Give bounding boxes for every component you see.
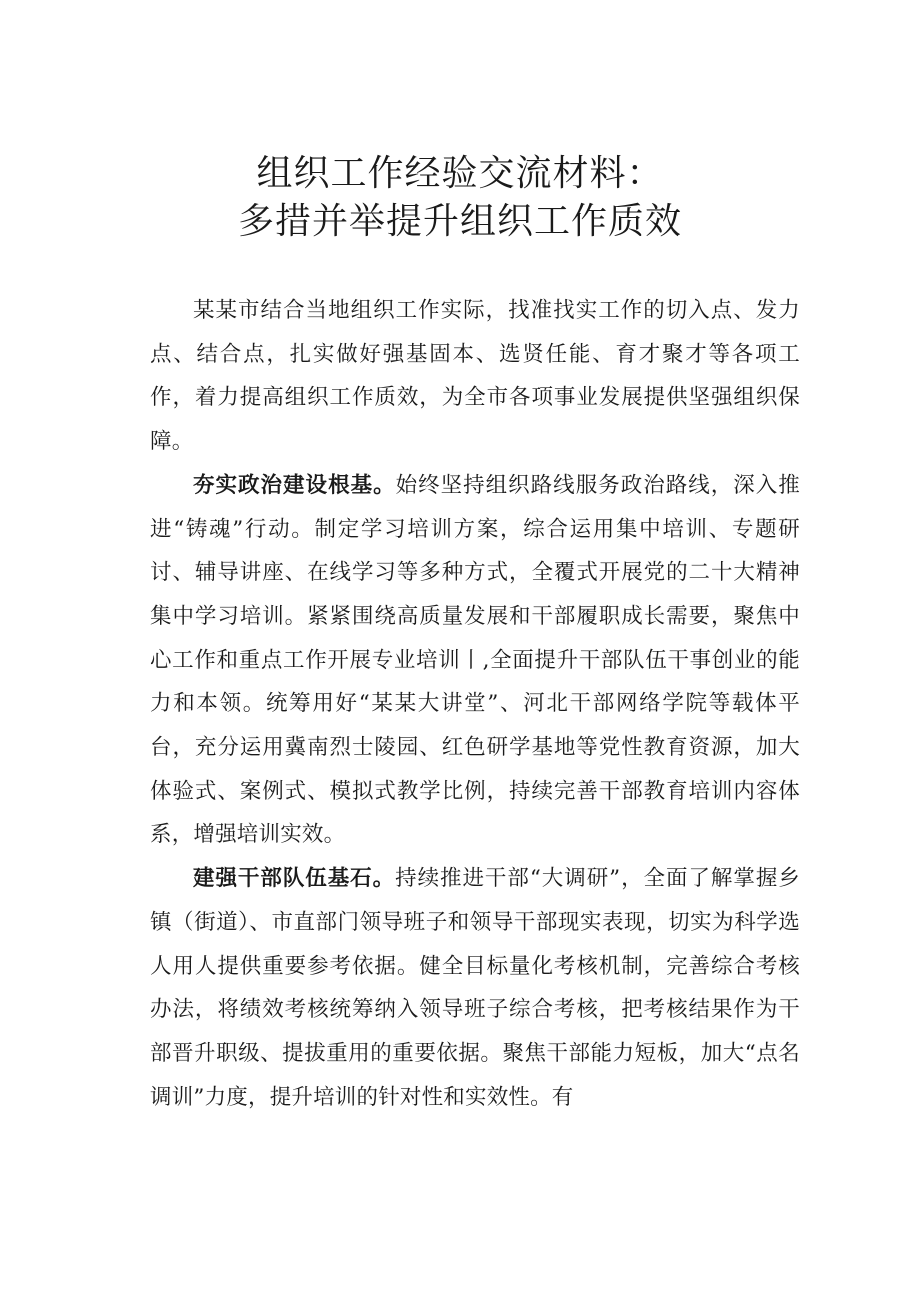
document-title [0, 150, 920, 246]
paragraph-cadre-team [150, 857, 800, 1119]
paragraph-lead-heading: 夯实政治建设根基。 [193, 472, 396, 498]
paragraph-lead-heading: 建强干部队伍基石。 [193, 866, 396, 892]
document-body [150, 289, 800, 1119]
paragraph-text: 持续推进干部“大调研”，全面了解掌握乡镇（街道）、市直部门领导班子和领导干部现实表现，切实为科学选人用人提供重要参考依据。健全目标量化考核机制，完善综合考核办法，将绩效考核统筹纳入领导班子综合考核，把考核结果作为干部晋升职级、提拔重用的重要依据。聚焦干部能力短板，加大“点名调训”力度，提升培训的针对性和实效性。有 [150, 866, 800, 1110]
title-line-1: 组织工作经验交流材料： [256, 153, 664, 194]
title-line-2: 多措并举提升组织工作质效 [237, 201, 682, 242]
paragraph-political-foundation [150, 464, 800, 857]
paragraph-intro [150, 289, 800, 464]
paragraph-text: 始终坚持组织路线服务政治路线，深入推进“铸魂”行动。制定学习培训方案，综合运用集中培训、专题研讨、辅导讲座、在线学习等多种方式，全覆式开展党的二十大精神集中学习培训。紧紧围绕高质量发展和干部履职成长需要，聚焦中心工作和重点工作开展专业培训丨,全面提升干部队伍干事创业的能力和本领。统筹用好“某某大讲堂”、河北干部网络学院等载体平台，充分运用冀南烈士陵园、红色研学基地等党性教育资源，加大体验式、案例式、模拟式教学比例，持续完善干部教育培训内容体系，增强培训实效。 [150, 472, 800, 848]
paragraph-text: 某某市结合当地组织工作实际，找准找实工作的切入点、发力点、结合点，扎实做好强基固本、选贤任能、育才聚才等各项工作，着力提高组织工作质效，为全市各项事业发展提供坚强组织保障。 [150, 298, 800, 455]
